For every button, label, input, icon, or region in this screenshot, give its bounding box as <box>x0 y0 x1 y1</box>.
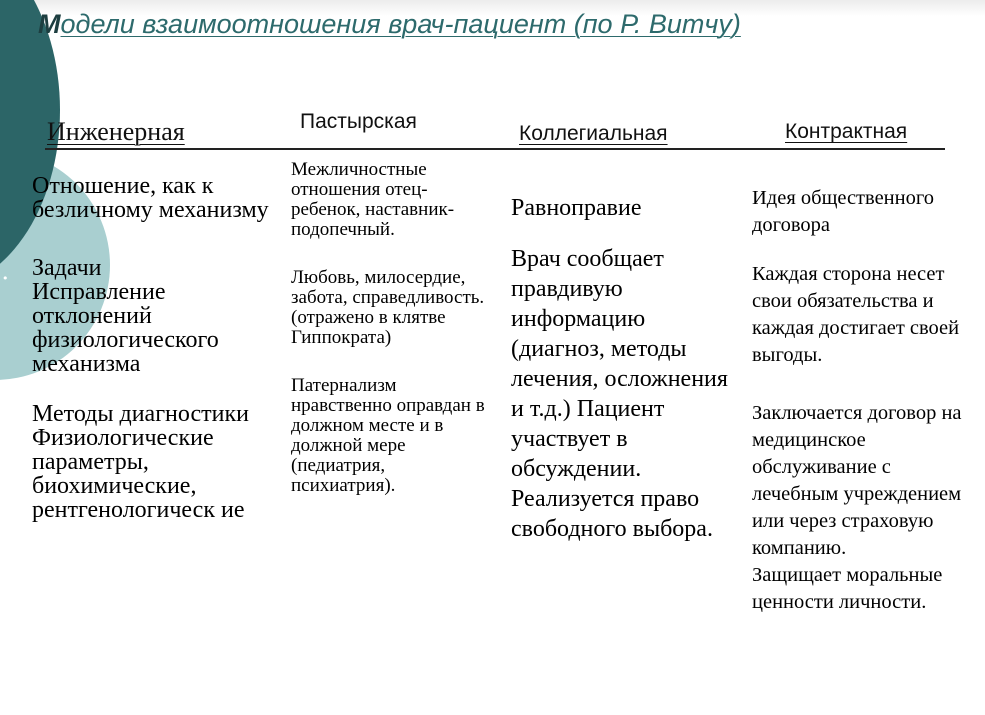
engineering-methods-text: Физиологические параметры, биохимические, рентгенологическ ие <box>32 425 245 523</box>
pastoral-values: Любовь, милосердие, забота, справедливость. (отражено в клятве Гиппократа) <box>291 267 485 348</box>
slide-title <box>38 9 741 40</box>
pastoral-paternalism: Патернализм нравственно оправдан в должном месте и в должной мере (педиатрия, психиатрия). <box>291 375 485 496</box>
column-collegial <box>511 193 731 544</box>
bullet-marker: • <box>2 272 9 285</box>
column-engineering <box>32 174 272 522</box>
column-header-collegial: Коллегиальная <box>519 122 668 145</box>
collegial-choice: Реализуется право свободного выбора. <box>511 486 713 542</box>
engineering-methods-heading: Методы диагностики <box>32 401 249 427</box>
pastoral-definition: Межличностные отношения отец-ребенок, наставник-подопечный. <box>291 159 455 240</box>
collegial-information: Врач сообщает правдивую информацию (диагноз, методы лечения, осложнения и т.д.) Пациент участвует в обсуждении. <box>511 246 728 482</box>
column-header-pastoral: Пастырская <box>300 110 417 133</box>
contractual-values: Защищает моральные ценности личности. <box>752 564 943 613</box>
column-pastoral <box>291 160 491 496</box>
column-contractual <box>752 185 982 616</box>
engineering-definition: Отношение, как к безличному механизму <box>32 173 269 223</box>
contractual-obligations: Каждая сторона несет свои обязательства и каждая достигает своей выгоды. <box>752 263 960 366</box>
title-first-letter: М <box>38 9 61 39</box>
engineering-tasks-heading: Задачи <box>32 255 102 281</box>
title-rest: одели взаимоотношения врач-пациент (по Р. Витчу) <box>60 9 741 39</box>
column-header-engineering: Инженерная <box>47 117 185 146</box>
contractual-agreement: Заключается договор на медицинское обслуживание с лечебным учреждением или через страховую компанию. <box>752 402 962 559</box>
column-header-contractual: Контрактная <box>785 120 908 143</box>
contractual-definition: Идея общественного договора <box>752 187 935 236</box>
header-divider <box>45 148 945 150</box>
collegial-definition: Равноправие <box>511 195 642 221</box>
engineering-tasks-text: Исправление отклонений физиологического механизма <box>32 279 219 377</box>
